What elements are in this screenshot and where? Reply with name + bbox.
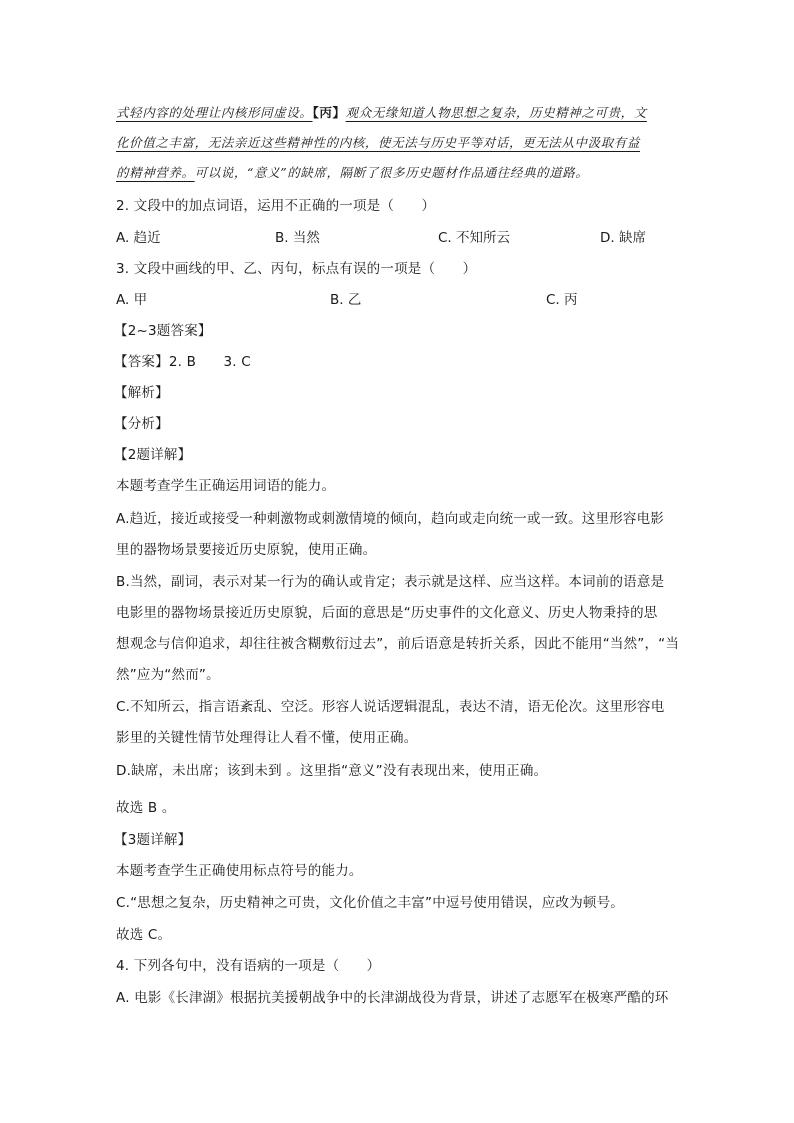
detail2-line: 本题考查学生正确运用词语的能力。 xyxy=(116,478,336,494)
q4-option-a: A. 电影《长津湖》根据抗美援朝战争中的长津湖战役为背景，讲述了志愿军在极寒严酷的环 xyxy=(116,990,669,1006)
detail2-line: A.趋近，接近或接受一种刺激物或刺激情境的倾向，趋向或走向统一或一致。这里形容电影 xyxy=(116,511,664,527)
q3-option-b: B. 乙 xyxy=(330,292,362,308)
passage-underlined-bing-cont: 化价值之丰富，无法亲近这些精神性的内核，使无法与历史平等对话，更无法从中汲取有益 xyxy=(116,135,641,150)
fenxi-label: 【分析】 xyxy=(114,416,169,432)
q3-stem: 3. 文段中画线的甲、乙、丙句，标点有误的一项是（ ） xyxy=(116,261,477,277)
analysis-label: 【解析】 xyxy=(114,385,169,401)
detail2-line: 想观念与信仰追求，却往往被含糊敷衍过去”，前后语意是转折关系，因此不能用“当然”，“当 xyxy=(116,636,680,652)
q2-option-c: C. 不知所云 xyxy=(438,230,511,246)
passage-underlined-bing-end: 的精神营养。 xyxy=(116,165,195,180)
answer-line xyxy=(114,352,251,372)
detail2-line: 电影里的器物场景接近历史原貌，后面的意思是“历史事件的文化意义、历史人物秉持的思 xyxy=(116,605,658,621)
passage-line-2 xyxy=(116,133,640,153)
q3-option-a: A. 甲 xyxy=(116,292,148,308)
passage-text: 式轻内容的处理让内核形同虚设。 xyxy=(116,105,313,120)
detail2-line: D.缺席，未出席；该到未到 。这里指“意义”没有表现出来，使用正确。 xyxy=(116,763,548,779)
passage-underlined-bing: 观众无缘知道人物思想之复杂，历史精神之可贵，文 xyxy=(345,105,647,120)
detail3-line: 本题考查学生正确使用标点符号的能力。 xyxy=(116,863,363,879)
passage-line-1 xyxy=(116,103,647,123)
q4-stem: 4. 下列各句中，没有语病的一项是（ ） xyxy=(116,958,381,974)
detail2-line: C.不知所云，指言语紊乱、空泛。形容人说话逻辑混乱，表达不清，语无伦次。这里形容电 xyxy=(116,699,665,715)
answer-label: 【答案】 xyxy=(114,354,169,370)
passage-text: 可以说，“意义”的缺席，隔断了很多历史题材作品通往经典的道路。 xyxy=(194,165,589,180)
detail3-conclusion: 故选 C。 xyxy=(116,927,172,943)
q2-option-a: A. 趋近 xyxy=(116,230,161,246)
q3-option-c: C. 丙 xyxy=(546,292,578,308)
detail2-line: 里的器物场景要接近历史原貌，使用正确。 xyxy=(116,542,377,558)
detail3-line: C.“思想之复杂，历史精神之可贵，文化价值之丰富”中逗号使用错误，应改为顿号。 xyxy=(116,895,625,911)
answer-header: 【2~3题答案】 xyxy=(114,323,212,339)
detail2-line: B.当然，副词，表示对某一行为的确认或肯定；表示就是这样、应当这样。本词前的语意是 xyxy=(116,574,665,590)
detail2-line: 然”应为“然而”。 xyxy=(116,667,220,683)
detail2-header: 【2题详解】 xyxy=(114,447,192,463)
detail3-header: 【3题详解】 xyxy=(114,832,192,848)
q2-option-d: D. 缺席 xyxy=(600,230,646,246)
detail2-line: 影里的关键性情节处理得让人看不懂，使用正确。 xyxy=(116,730,418,746)
q2-stem: 2. 文段中的加点词语，运用不正确的一项是（ ） xyxy=(116,198,436,214)
answer-text: 2. B 3. C xyxy=(168,354,251,370)
passage-line-3 xyxy=(116,163,589,183)
q2-option-b: B. 当然 xyxy=(275,230,320,246)
detail2-conclusion: 故选 B 。 xyxy=(116,800,176,816)
sentence-marker-bing: 【丙】 xyxy=(312,105,346,120)
